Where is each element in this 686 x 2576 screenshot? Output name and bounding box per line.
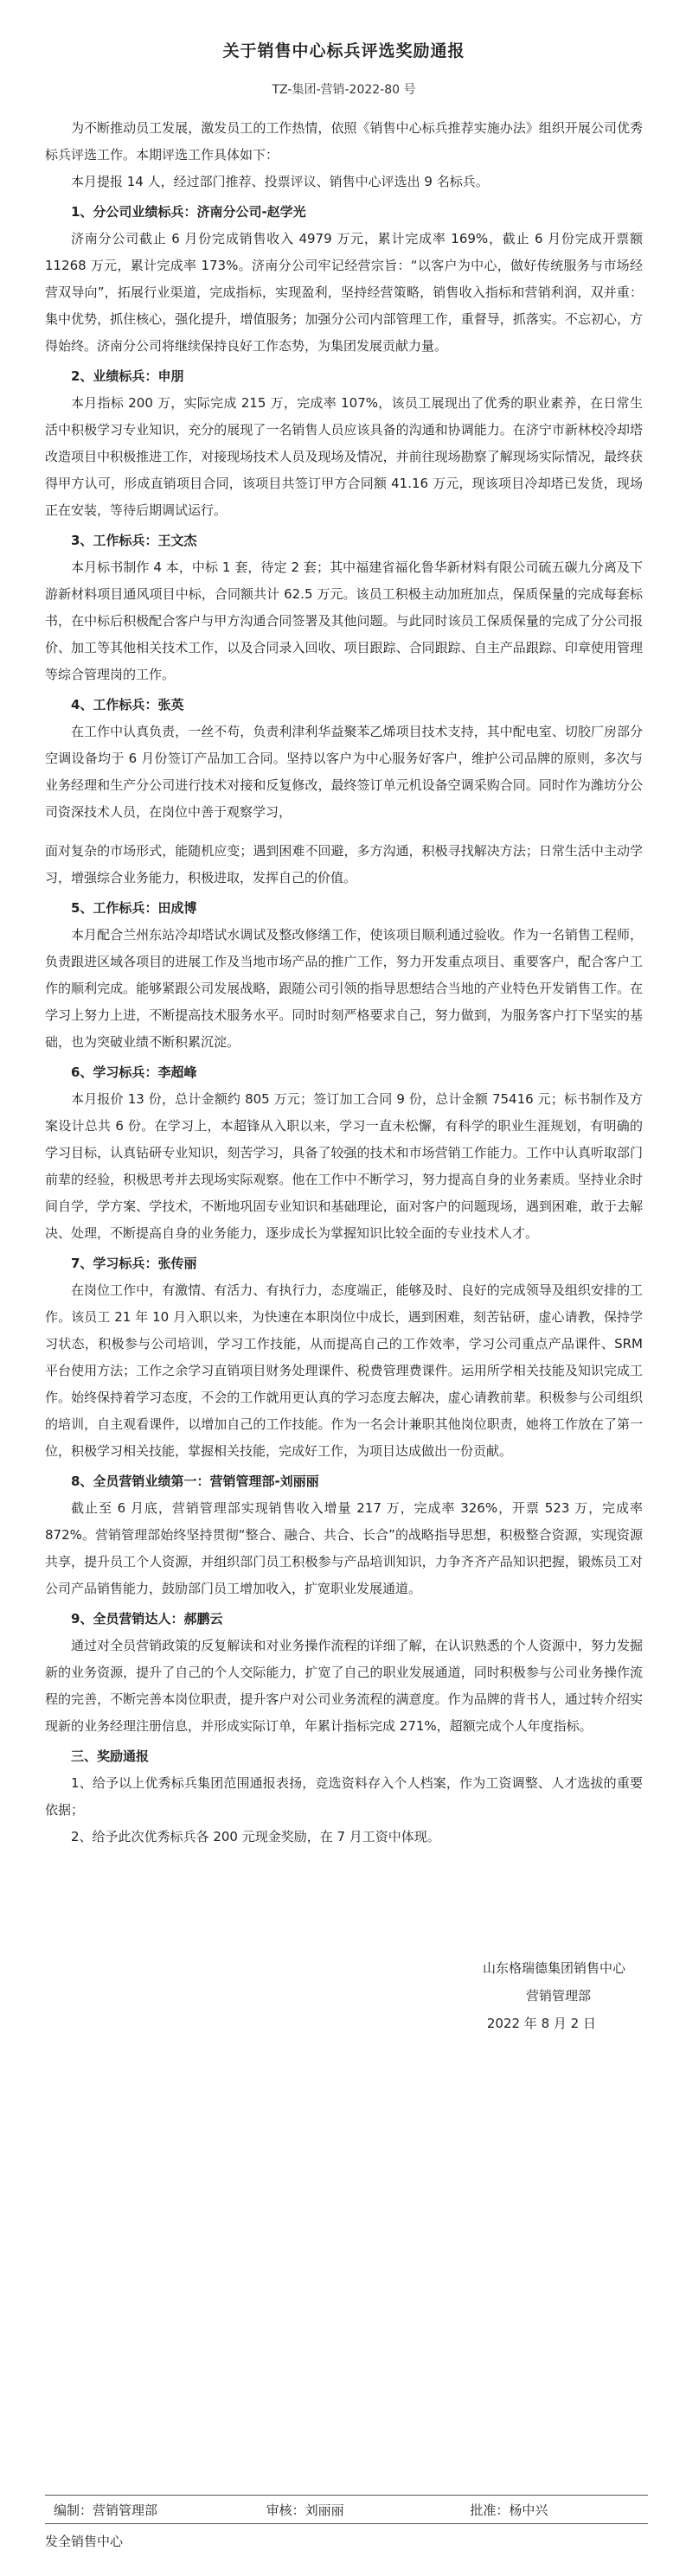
section-heading: 4、工作标兵：张英 xyxy=(71,697,184,713)
reviewer-field: 审核：刘丽丽 xyxy=(266,2502,344,2518)
section-paragraph: 截止至 6 月底，营销管理部实现销售收入增量 217 万，完成率 326%，开票 523 万，完成率 872%。营销管理部始终坚持贯彻“整合、融合、共合、长合”的战略指导思想，积极整合资源，实现资源共享，提升员工个人资源，并组织部门员工积极参与产品培训知识，力争齐齐产品知识把握，锻炼员工对公司产品销售能力，鼓励部门员工增加收入，扩宽职业发展通道。 xyxy=(45,1500,643,1596)
approval-row xyxy=(45,2495,648,2524)
signature-dept: 营销管理部 xyxy=(525,1988,591,2004)
document-title: 关于销售中心标兵评选奖励通报 xyxy=(222,42,465,61)
section-paragraph: 通过对全员营销政策的反复解读和对业务操作流程的详细了解，在认识熟悉的个人资源中，努力发掘新的业务资源，提升了自己的个人交际能力，扩宽了自己的职业发展通道，同时积极参与公司业务操作流程的完善，不断完善本岗位职责，提升客户对公司业务流程的满意度。作为品牌的背书人，通过转介绍实现新的业务经理注册信息，并形成实际订单，年累计指标完成 271%，超额完成个人年度指标。 xyxy=(45,1638,643,1734)
spacer xyxy=(45,826,643,838)
section-heading: 2、业绩标兵：申朋 xyxy=(71,368,184,384)
document-number: TZ-集团-营销-2022-80 号 xyxy=(272,83,416,97)
section-heading: 3、工作标兵：王文杰 xyxy=(71,533,197,548)
intro-paragraph: 本月提报 14 人，经过部门推荐、投票评议、销售中心评选出 9 名标兵。 xyxy=(71,174,489,189)
section-heading: 7、学习标兵：张传丽 xyxy=(71,1256,197,1271)
reward-item: 2、给予此次优秀标兵各 200 元现金奖励，在 7 月工资中体现。 xyxy=(71,1829,440,1844)
section-heading: 1、分公司业绩标兵：济南分公司-赵学光 xyxy=(71,204,306,220)
section-paragraph: 本月指标 200 万，实际完成 215 万，完成率 107%，该员工展现出了优秀的职业素养，在日常生活中积极学习专业知识，充分的展现了一名销售人员应该具备的沟通和协调能力。在济宁市新林校冷却塔改造项目中积极推进工作，对接现场技术人员及现场及情况，并前往现场勘察了解现场实际情况，最终获得甲方认可，形成直销项目合同，该项目共签订甲方合同额 41.16 万元，现该项目冷却塔已发货，现场正在安装，等待后期调试运行。 xyxy=(45,395,643,518)
section-paragraph: 本月报价 13 份，总计金额约 805 万元；签订加工合同 9 份，总计金额 75416 元；标书制作及方案设计总共 6 份。在学习上，本超锋从入职以来，学习一直未松懈，有科学的职业生涯规划，有明确的学习目标，认真钻研专业知识，刻苦学习，具备了较强的技术和市场营销工作能力。工作中认真听取部门前辈的经验，积极思考并去现场实际观察。他在工作中不断学习，努力提高自身的业务素质。坚持业余时间自学，学方案、学技术，不断地巩固专业知识和基础理论，面对客户的问题现场，遇到困难，敢于去解决、处理，不断提高自身的业务能力，逐步成长为掌握知识比较全面的专业技术人才。 xyxy=(45,1091,643,1241)
approval-footer xyxy=(45,2495,648,2559)
section-paragraph: 在岗位工作中，有激情、有活力、有执行力，态度端正，能够及时、良好的完成领导及组织安排的工作。该员工 21 年 10 月入职以来，为快速在本职岗位中成长，遇到困难，刻苦钻研，虚心请教，保持学习状态，积极参与公司培训，学习工作技能，从而提高自己的工作效率，学习公司重点产品课件、SRM 平台使用方法；工作之余学习直销项目财务处理课件、税费管理费课件。运用所学相关技能及知识完成工作。始终保持着学习态度，不会的工作就用更认真的学习态度去解决，虚心请教前辈。积极参与公司组织的培训，自主观看课件，以增加自己的工作技能。作为一名会计兼职其他岗位职责，她将工作放在了第一位，积极学习相关技能，掌握相关技能，完成好工作，为项目达成做出一份贡献。 xyxy=(45,1282,643,1459)
section-heading: 6、学习标兵：李超峰 xyxy=(71,1064,197,1080)
section-heading: 8、全员营销业绩第一：营销管理部-刘丽丽 xyxy=(71,1473,319,1489)
signature-date: 2022 年 8 月 2 日 xyxy=(486,2016,596,2031)
issuer-field: 发全销售中心 xyxy=(45,2534,124,2549)
section-heading: 5、工作标兵：田成博 xyxy=(71,900,197,916)
signature-block xyxy=(45,1954,643,2037)
reward-heading: 三、奖励通报 xyxy=(71,1748,150,1764)
section-paragraph: 面对复杂的市场形式，能随机应变；遇到困难不回避，多方沟通，积极寻找解决方法；日常生活中主动学习，增强综合业务能力，积极进取，发挥自己的价值。 xyxy=(45,843,643,885)
editor-field: 编制：营销管理部 xyxy=(54,2502,158,2518)
section-paragraph: 本月配合兰州东站冷却塔试水调试及整改修缮工作，使该项目顺利通过验收。作为一名销售工程师，负责跟进区域各项目的进展工作及当地市场产品的推广工作，努力开发重点项目、重要客户，配合客户工作的顺利完成。能够紧跟公司发展战略，跟随公司引领的指导思想结合当地的产业特色开发销售工作。在学习上努力上进，不断提高技术服务水平。同时时刻严格要求自己，努力做到，为服务客户打下坚实的基础，也为突破业绩不断积累沉淀。 xyxy=(45,927,643,1050)
reward-item: 1、给予以上优秀标兵集团范围通报表扬，竞选资料存入个人档案，作为工资调整、人才选拔的重要依据； xyxy=(45,1775,643,1818)
approver-field: 批准：杨中兴 xyxy=(470,2502,548,2518)
section-paragraph: 济南分公司截止 6 月份完成销售收入 4979 万元，累计完成率 169%，截止 6 月份完成开票额 11268 万元，累计完成率 173%。济南分公司牢记经营宗旨：“以客户为中心，做好传统服务与市场经营双导向”，拓展行业渠道，完成指标，实现盈利，坚持经营策略，销售收入指标和营销利润，双并重：集中优势，抓住核心，强化提升，增值服务；加强分公司内部管理工作，重督导，抓落实。不忘初心，方得始终。济南分公司将继续保持良好工作态势，为集团发展贡献力量。 xyxy=(45,231,643,354)
section-heading: 9、全员营销达人：郝鹏云 xyxy=(71,1611,223,1627)
signature-org: 山东格瑞德集团销售中心 xyxy=(482,1960,625,1976)
intro-paragraph: 为不断推动员工发展，激发员工的工作热情，依照《销售中心标兵推荐实施办法》组织开展公司优秀标兵评选工作。本期评选工作具体如下： xyxy=(45,120,643,163)
section-paragraph: 本月标书制作 4 本，中标 1 套，待定 2 套；其中福建省福化鲁华新材料有限公司硫五碳九分离及下游新材料项目通风项目中标，合同额共计 62.5 万元。该员工积极主动加班加点，保质保量的完成每套标书，在中标后积极配合客户与甲方沟通合同签署及其他问题。与此同时该员工保质保量的完成了分公司报价、加工等其他相关技术工作，以及合同录入回收、项目跟踪、合同跟踪、自主产品跟踪、印章使用管理等综合管理岗的工作。 xyxy=(45,559,643,682)
section-paragraph: 在工作中认真负责，一丝不苟，负责利津利华益聚苯乙烯项目技术支持，其中配电室、切胶厂房部分空调设备均于 6 月份签订产品加工合同。坚持以客户为中心服务好客户，维护公司品牌的原则，多次与业务经理和生产分公司进行技术对接和反复修改，最终签订单元机设备空调采购合同。同时作为潍坊分公司资深技术人员，在岗位中善于观察学习， xyxy=(45,724,643,820)
